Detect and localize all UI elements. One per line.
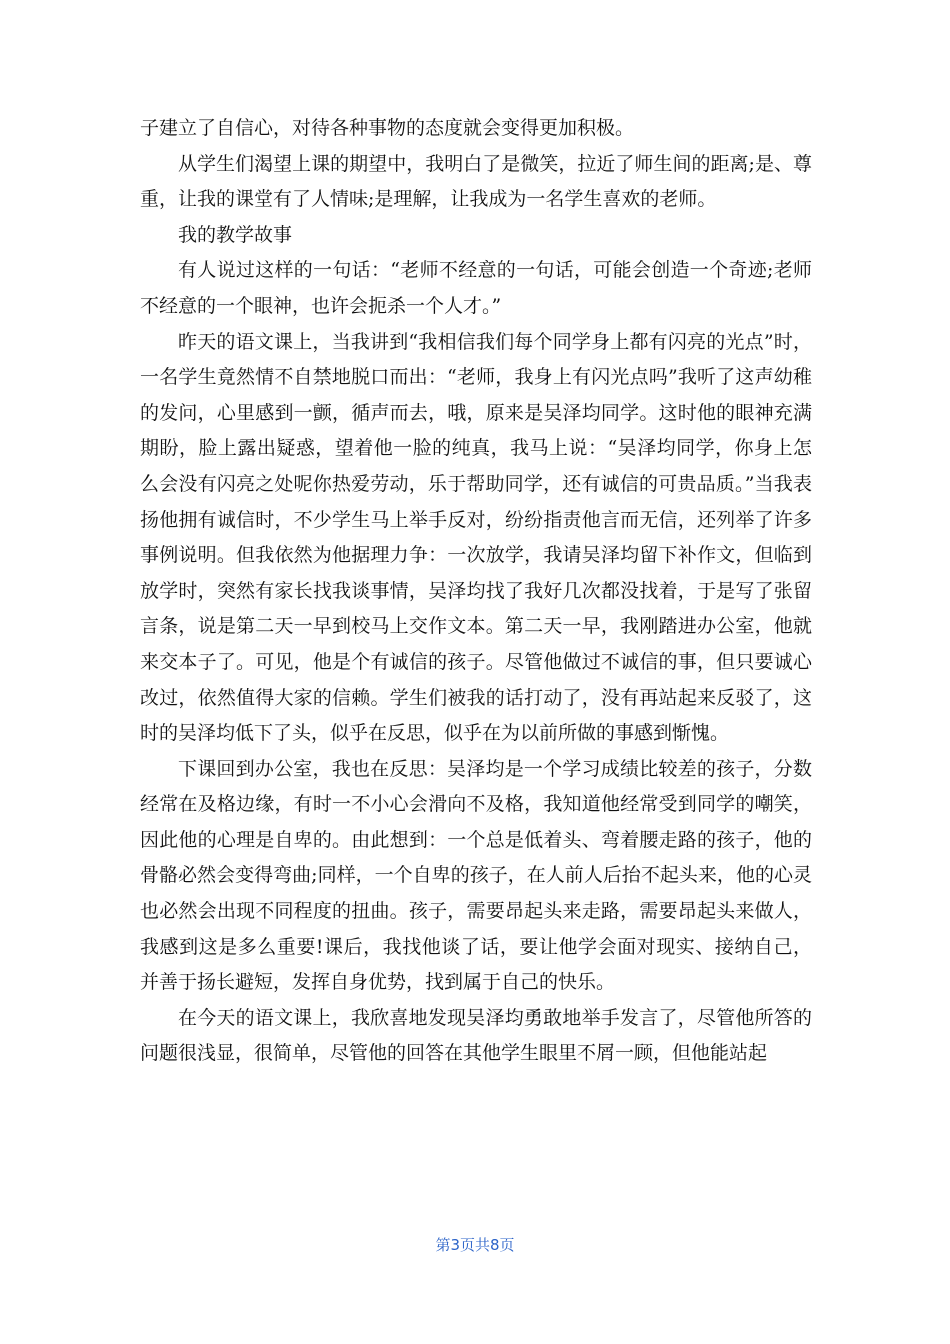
paragraph-continued: 子建立了自信心，对待各种事物的态度就会变得更加积极。 [140,117,635,139]
paragraph: 昨天的语文课上，当我讲到“我相信我们每个同学身上都有闪亮的光点”时，一名学生竟然情不自禁地脱口而出：“老师，我身上有闪光点吗”我听了这声幼稚的发问，心里感到一颤，循声而去，哦，原来是吴泽均同学。这时他的眼神充满期盼，脸上露出疑惑，望着他一脸的纯真，我马上说：“吴泽均同学，你身上怎么会没有闪亮之处呢你热爱劳动，乐于帮助同学，还有诚信的可贵品质。”当我表扬他拥有诚信时，不少学生马上举手反对，纷纷指责他言而无信，还列举了许多事例说明。但我依然为他据理力争：一次放学，我请吴泽均留下补作文，但临到放学时，突然有家长找我谈事情，吴泽均找了我好几次都没找着，于是写了张留言条，说是第二天一早到校马上交作文本。第二天一早，我刚踏进办公室，他就来交本子了。可见，他是个有诚信的孩子。尽管他做过不诚信的事，但只要诚心改过，依然值得大家的信赖。学生们被我的话打动了，没有再站起来反驳了，这时的吴泽均低下了头，似乎在反思，似乎在为以前所做的事感到惭愧。 [140,330,812,745]
document-body [140,111,812,1072]
section-heading: 我的教学故事 [178,223,293,246]
paragraph: 有人说过这样的一句话：“老师不经意的一句话，可能会创造一个奇迹;老师不经意的一个眼神，也许会扼杀一个人才。” [140,259,812,317]
paragraph: 从学生们渴望上课的期望中，我明白了是微笑，拉近了师生间的距离;是、尊重，让我的课堂有了人情味;是理解，让我成为一名学生喜欢的老师。 [140,152,812,211]
paragraph: 下课回到办公室，我也在反思：吴泽均是一个学习成绩比较差的孩子，分数经常在及格边缘，有时一不小心会滑向不及格，我知道他经常受到同学的嘲笑，因此他的心理是自卑的。由此想到：一个总是低着头、弯着腰走路的孩子，他的骨骼必然会变得弯曲;同样，一个自卑的孩子，在人前人后抬不起头来，他的心灵也必然会出现不同程度的扭曲。孩子，需要昂起头来走路，需要昂起头来做人，我感到这是多么重要!课后，我找他谈了话，要让他学会面对现实、接纳自己，并善于扬长避短，发挥自身优势，找到属于自己的快乐。 [140,757,812,994]
paragraph: 在今天的语文课上，我欣喜地发现吴泽均勇敢地举手发言了，尽管他所答的问题很浅显，很简单，尽管他的回答在其他学生眼里不屑一顾，但他能站起 [140,1006,812,1065]
page-number: 第3页共8页 [435,1236,515,1254]
